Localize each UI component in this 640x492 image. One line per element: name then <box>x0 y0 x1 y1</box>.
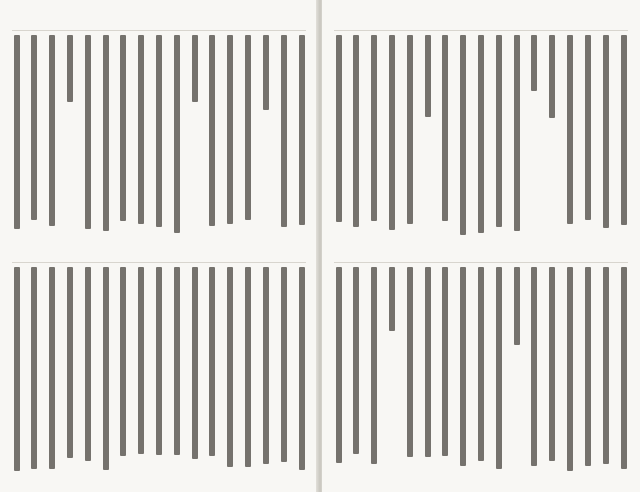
text-column <box>48 267 57 481</box>
text-column <box>459 267 468 481</box>
text-column <box>548 35 557 246</box>
text-line-placeholder <box>174 35 180 233</box>
text-column <box>370 267 379 481</box>
text-line-placeholder <box>478 267 484 461</box>
text-line-placeholder <box>353 35 359 227</box>
text-line-placeholder <box>49 35 55 226</box>
right-upper-columns <box>334 31 628 246</box>
text-column <box>530 267 539 481</box>
text-line-placeholder <box>567 267 573 471</box>
text-line-placeholder <box>192 267 198 459</box>
text-line-placeholder <box>174 267 180 455</box>
text-line-placeholder <box>227 267 233 467</box>
text-column <box>30 35 39 246</box>
text-line-placeholder <box>460 267 466 466</box>
text-line-placeholder <box>389 267 395 331</box>
text-column <box>30 267 39 481</box>
text-column <box>83 35 92 246</box>
text-column <box>619 35 628 246</box>
right-lower-columns <box>334 263 628 481</box>
text-column <box>583 267 592 481</box>
text-column <box>494 267 503 481</box>
text-line-placeholder <box>245 267 251 467</box>
text-column <box>334 35 343 246</box>
text-column <box>190 35 199 246</box>
text-column <box>601 35 610 246</box>
text-line-placeholder <box>156 267 162 455</box>
text-column <box>370 35 379 246</box>
text-column <box>548 267 557 481</box>
text-column <box>279 35 288 246</box>
text-line-placeholder <box>299 267 305 470</box>
text-column <box>244 35 253 246</box>
left-page <box>0 0 318 492</box>
text-column <box>334 267 343 481</box>
text-column <box>583 35 592 246</box>
text-column <box>512 35 521 246</box>
text-column <box>352 267 361 481</box>
text-line-placeholder <box>299 35 305 225</box>
left-lower-text-block <box>12 262 306 481</box>
text-column <box>405 267 414 481</box>
text-column <box>477 35 486 246</box>
text-column <box>387 35 396 246</box>
text-column <box>48 35 57 246</box>
text-column <box>137 35 146 246</box>
text-line-placeholder <box>585 267 591 466</box>
text-line-placeholder <box>389 35 395 230</box>
text-line-placeholder <box>138 35 144 224</box>
text-line-placeholder <box>549 35 555 118</box>
text-column <box>226 35 235 246</box>
text-line-placeholder <box>353 267 359 454</box>
text-column <box>477 267 486 481</box>
text-line-placeholder <box>478 35 484 233</box>
text-line-placeholder <box>567 35 573 224</box>
text-line-placeholder <box>442 35 448 221</box>
text-column <box>65 35 74 246</box>
text-line-placeholder <box>120 35 126 221</box>
text-column <box>119 35 128 246</box>
text-column <box>441 267 450 481</box>
text-line-placeholder <box>263 267 269 464</box>
text-line-placeholder <box>514 35 520 231</box>
text-line-placeholder <box>31 267 37 469</box>
text-column <box>530 35 539 246</box>
text-line-placeholder <box>120 267 126 456</box>
text-line-placeholder <box>14 267 20 471</box>
text-column <box>261 267 270 481</box>
text-line-placeholder <box>209 267 215 456</box>
text-column <box>566 267 575 481</box>
right-page <box>322 0 640 492</box>
text-line-placeholder <box>138 267 144 454</box>
text-line-placeholder <box>371 267 377 464</box>
text-column <box>12 267 21 481</box>
left-lower-columns <box>12 263 306 481</box>
text-line-placeholder <box>281 35 287 227</box>
text-line-placeholder <box>31 35 37 220</box>
text-line-placeholder <box>85 267 91 461</box>
text-column <box>279 267 288 481</box>
text-line-placeholder <box>603 267 609 464</box>
text-column <box>119 267 128 481</box>
text-line-placeholder <box>531 267 537 466</box>
text-line-placeholder <box>407 267 413 457</box>
right-lower-text-block <box>334 262 628 481</box>
text-line-placeholder <box>103 35 109 231</box>
text-line-placeholder <box>603 35 609 228</box>
text-line-placeholder <box>621 35 627 225</box>
text-column <box>208 267 217 481</box>
text-column <box>83 267 92 481</box>
text-line-placeholder <box>585 35 591 220</box>
text-column <box>441 35 450 246</box>
text-column <box>405 35 414 246</box>
text-line-placeholder <box>103 267 109 470</box>
right-upper-text-block <box>334 30 628 246</box>
text-column <box>423 267 432 481</box>
text-line-placeholder <box>425 35 431 117</box>
text-line-placeholder <box>209 35 215 226</box>
text-column <box>208 35 217 246</box>
text-line-placeholder <box>67 35 73 102</box>
text-line-placeholder <box>85 35 91 229</box>
text-line-placeholder <box>496 35 502 227</box>
text-column <box>601 267 610 481</box>
text-column <box>137 267 146 481</box>
text-line-placeholder <box>371 35 377 221</box>
text-line-placeholder <box>156 35 162 227</box>
text-column <box>155 267 164 481</box>
text-column <box>172 267 181 481</box>
text-column <box>566 35 575 246</box>
text-column <box>512 267 521 481</box>
text-column <box>297 35 306 246</box>
text-column <box>619 267 628 481</box>
text-column <box>352 35 361 246</box>
text-line-placeholder <box>336 267 342 463</box>
text-line-placeholder <box>549 267 555 461</box>
text-line-placeholder <box>281 267 287 462</box>
text-line-placeholder <box>442 267 448 456</box>
left-upper-text-block <box>12 30 306 246</box>
text-line-placeholder <box>67 267 73 458</box>
text-line-placeholder <box>407 35 413 224</box>
text-line-placeholder <box>245 35 251 220</box>
text-line-placeholder <box>192 35 198 102</box>
text-line-placeholder <box>14 35 20 229</box>
text-line-placeholder <box>621 267 627 469</box>
text-line-placeholder <box>514 267 520 345</box>
text-column <box>155 35 164 246</box>
text-column <box>387 267 396 481</box>
text-line-placeholder <box>49 267 55 469</box>
text-column <box>12 35 21 246</box>
text-line-placeholder <box>263 35 269 110</box>
text-column <box>101 267 110 481</box>
text-column <box>297 267 306 481</box>
text-column <box>494 35 503 246</box>
text-column <box>190 267 199 481</box>
text-column <box>65 267 74 481</box>
text-column <box>423 35 432 246</box>
text-column <box>101 35 110 246</box>
text-column <box>226 267 235 481</box>
text-column <box>459 35 468 246</box>
text-column <box>172 35 181 246</box>
left-upper-columns <box>12 31 306 246</box>
text-line-placeholder <box>460 35 466 235</box>
text-line-placeholder <box>496 267 502 469</box>
text-column <box>244 267 253 481</box>
text-column <box>261 35 270 246</box>
text-line-placeholder <box>336 35 342 222</box>
text-line-placeholder <box>227 35 233 224</box>
text-line-placeholder <box>425 267 431 457</box>
text-line-placeholder <box>531 35 537 91</box>
